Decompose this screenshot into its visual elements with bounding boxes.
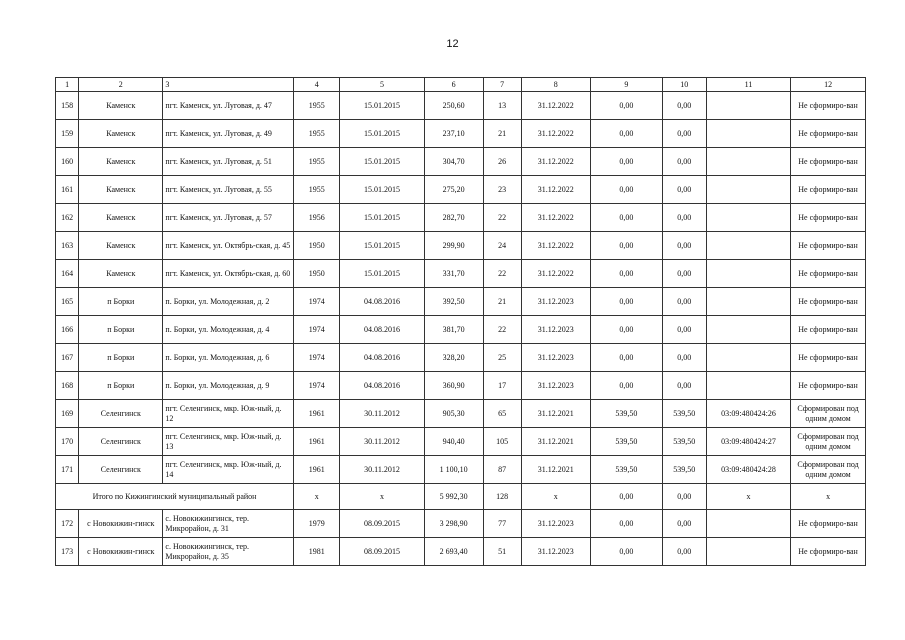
cell-settlement: Каменск <box>79 148 163 176</box>
cell-address: пгт. Селенгинск, мкр. Юж-ный, д. 12 <box>163 400 294 428</box>
cell-cadastral-number <box>706 344 790 372</box>
cell-deadline: 31.12.2023 <box>521 344 591 372</box>
table-row <box>56 538 866 566</box>
table-row <box>56 92 866 120</box>
cell-address: пгт. Селенгинск, мкр. Юж-ный, д. 14 <box>163 456 294 484</box>
cell-row-number: 1 <box>56 78 79 92</box>
cell-land-status: Сформирован под одним домом <box>791 400 866 428</box>
table-row <box>56 372 866 400</box>
cell-value-9: 539,50 <box>591 428 663 456</box>
cell-area: 905,30 <box>424 400 483 428</box>
cell-cadastral-number <box>706 288 790 316</box>
cell-cadastral-number: 11 <box>706 78 790 92</box>
cell-date: 08.09.2015 <box>340 510 424 538</box>
cell-residents: 13 <box>483 92 521 120</box>
cell-value-9: 0,00 <box>591 316 663 344</box>
cell-residents: 17 <box>483 372 521 400</box>
cell-deadline: 31.12.2022 <box>521 92 591 120</box>
cell-row-number: 173 <box>56 538 79 566</box>
cell-year-built: 1955 <box>294 148 340 176</box>
cell-date: 15.01.2015 <box>340 260 424 288</box>
cell-area: 331,70 <box>424 260 483 288</box>
table-row <box>56 120 866 148</box>
cell-residents: 22 <box>483 260 521 288</box>
cell-value-10: 0,00 <box>662 92 706 120</box>
cell-settlement: Каменск <box>79 120 163 148</box>
table-row <box>56 510 866 538</box>
cell-address: п. Борки, ул. Молодежная, д. 9 <box>163 372 294 400</box>
cell-deadline: 31.12.2023 <box>521 288 591 316</box>
cell-settlement: Каменск <box>79 204 163 232</box>
cell-settlement: 2 <box>79 78 163 92</box>
cell-cadastral-number <box>706 92 790 120</box>
cell-settlement: п Борки <box>79 372 163 400</box>
page-number: 12 <box>446 38 459 50</box>
cell-address: п. Борки, ул. Молодежная, д. 2 <box>163 288 294 316</box>
cell-year-built: 1974 <box>294 344 340 372</box>
cell-value-10: 0,00 <box>662 510 706 538</box>
cell-deadline: 31.12.2022 <box>521 232 591 260</box>
cell-area: 328,20 <box>424 344 483 372</box>
cell-row-number: 172 <box>56 510 79 538</box>
cell-value-9: 0,00 <box>591 288 663 316</box>
cell-value-9: 0,00 <box>591 120 663 148</box>
cell-land-status: Не сформиро-ван <box>791 92 866 120</box>
cell-area: 275,20 <box>424 176 483 204</box>
cell-area: 392,50 <box>424 288 483 316</box>
cell-area: 381,70 <box>424 316 483 344</box>
cell-settlement: Селенгинск <box>79 456 163 484</box>
cell-residents: 87 <box>483 456 521 484</box>
cell-value-10: 0,00 <box>662 148 706 176</box>
cell-deadline: 31.12.2023 <box>521 316 591 344</box>
cell-area: 6 <box>424 78 483 92</box>
table-row <box>56 288 866 316</box>
cell-year-built: 1950 <box>294 260 340 288</box>
cell-area: 299,90 <box>424 232 483 260</box>
cell-cadastral-number: 03:09:480424:27 <box>706 428 790 456</box>
cell-year-built: 1981 <box>294 538 340 566</box>
cell-value-9: 0,00 <box>591 344 663 372</box>
cell-address: пгт. Каменск, ул. Октябрь-ская, д. 45 <box>163 232 294 260</box>
cell-land-status: Не сформиро-ван <box>791 120 866 148</box>
cell-cadastral-number <box>706 538 790 566</box>
cell-land-status: Не сформиро-ван <box>791 288 866 316</box>
cell-year-built: 1955 <box>294 92 340 120</box>
total-row <box>56 484 866 510</box>
cell-address: пгт. Каменск, ул. Луговая, д. 49 <box>163 120 294 148</box>
cell-value-10: 0,00 <box>662 232 706 260</box>
total-cell-residents: 128 <box>483 484 521 510</box>
cell-cadastral-number <box>706 176 790 204</box>
total-cell-area: 5 992,30 <box>424 484 483 510</box>
total-cell-land-status: x <box>791 484 866 510</box>
cell-land-status: Не сформиро-ван <box>791 538 866 566</box>
cell-residents: 26 <box>483 148 521 176</box>
cell-year-built: 1950 <box>294 232 340 260</box>
table-row <box>56 316 866 344</box>
total-cell-value-9: 0,00 <box>591 484 663 510</box>
cell-residents: 7 <box>483 78 521 92</box>
cell-area: 2 693,40 <box>424 538 483 566</box>
cell-deadline: 31.12.2022 <box>521 120 591 148</box>
cell-address: пгт. Каменск, ул. Октябрь-ская, д. 60 <box>163 260 294 288</box>
cell-value-10: 0,00 <box>662 120 706 148</box>
table-row <box>56 400 866 428</box>
cell-land-status: Не сформиро-ван <box>791 372 866 400</box>
cell-year-built: 1974 <box>294 316 340 344</box>
cell-row-number: 163 <box>56 232 79 260</box>
cell-residents: 25 <box>483 344 521 372</box>
cell-row-number: 166 <box>56 316 79 344</box>
cell-deadline: 31.12.2021 <box>521 456 591 484</box>
cell-residents: 21 <box>483 288 521 316</box>
cell-address: 3 <box>163 78 294 92</box>
cell-date: 30.11.2012 <box>340 456 424 484</box>
cell-date: 04.08.2016 <box>340 288 424 316</box>
cell-row-number: 164 <box>56 260 79 288</box>
total-cell-date: x <box>340 484 424 510</box>
total-cell-cadastral-number: x <box>706 484 790 510</box>
cell-year-built: 1961 <box>294 456 340 484</box>
cell-cadastral-number <box>706 120 790 148</box>
cell-address: пгт. Селенгинск, мкр. Юж-ный, д. 13 <box>163 428 294 456</box>
cell-date: 15.01.2015 <box>340 92 424 120</box>
cell-address: пгт. Каменск, ул. Луговая, д. 51 <box>163 148 294 176</box>
cell-area: 940,40 <box>424 428 483 456</box>
cell-value-10: 539,50 <box>662 400 706 428</box>
cell-residents: 21 <box>483 120 521 148</box>
cell-cadastral-number <box>706 372 790 400</box>
cell-land-status: Не сформиро-ван <box>791 148 866 176</box>
cell-row-number: 168 <box>56 372 79 400</box>
cell-land-status: Не сформиро-ван <box>791 204 866 232</box>
cell-land-status: Сформирован под одним домом <box>791 456 866 484</box>
cell-cadastral-number <box>706 510 790 538</box>
cell-settlement: Каменск <box>79 232 163 260</box>
cell-value-9: 0,00 <box>591 176 663 204</box>
cell-row-number: 169 <box>56 400 79 428</box>
cell-address: пгт. Каменск, ул. Луговая, д. 55 <box>163 176 294 204</box>
cell-value-9: 0,00 <box>591 92 663 120</box>
cell-date: 30.11.2012 <box>340 428 424 456</box>
cell-value-9: 0,00 <box>591 510 663 538</box>
total-cell-deadline: x <box>521 484 591 510</box>
cell-settlement: п Борки <box>79 344 163 372</box>
cell-area: 237,10 <box>424 120 483 148</box>
cell-cadastral-number: 03:09:480424:26 <box>706 400 790 428</box>
cell-value-10: 0,00 <box>662 260 706 288</box>
cell-deadline: 31.12.2022 <box>521 148 591 176</box>
cell-row-number: 158 <box>56 92 79 120</box>
cell-settlement: п Борки <box>79 316 163 344</box>
cell-residents: 22 <box>483 316 521 344</box>
cell-value-9: 0,00 <box>591 538 663 566</box>
cell-settlement: Селенгинск <box>79 428 163 456</box>
cell-address: п. Борки, ул. Молодежная, д. 6 <box>163 344 294 372</box>
cell-date: 15.01.2015 <box>340 204 424 232</box>
cell-deadline: 31.12.2021 <box>521 400 591 428</box>
cell-deadline: 31.12.2023 <box>521 510 591 538</box>
housing-register-table <box>55 77 866 566</box>
cell-land-status: Не сформиро-ван <box>791 232 866 260</box>
cell-residents: 22 <box>483 204 521 232</box>
cell-residents: 105 <box>483 428 521 456</box>
cell-deadline: 31.12.2021 <box>521 428 591 456</box>
cell-cadastral-number <box>706 260 790 288</box>
cell-year-built: 1974 <box>294 288 340 316</box>
cell-residents: 77 <box>483 510 521 538</box>
cell-date: 15.01.2015 <box>340 176 424 204</box>
cell-value-9: 0,00 <box>591 232 663 260</box>
cell-cadastral-number: 03:09:480424:28 <box>706 456 790 484</box>
total-cell-value-10: 0,00 <box>662 484 706 510</box>
cell-row-number: 167 <box>56 344 79 372</box>
cell-cadastral-number <box>706 204 790 232</box>
cell-year-built: 1955 <box>294 120 340 148</box>
cell-deadline: 8 <box>521 78 591 92</box>
cell-value-9: 0,00 <box>591 372 663 400</box>
cell-address: пгт. Каменск, ул. Луговая, д. 57 <box>163 204 294 232</box>
cell-area: 360,90 <box>424 372 483 400</box>
cell-address: п. Борки, ул. Молодежная, д. 4 <box>163 316 294 344</box>
total-label: Итого по Кижингинский муниципальный район <box>56 484 294 510</box>
cell-value-10: 539,50 <box>662 428 706 456</box>
cell-value-10: 0,00 <box>662 372 706 400</box>
cell-year-built: 1961 <box>294 400 340 428</box>
cell-settlement: Каменск <box>79 260 163 288</box>
table-row <box>56 456 866 484</box>
cell-row-number: 170 <box>56 428 79 456</box>
cell-land-status: 12 <box>791 78 866 92</box>
table-row <box>56 176 866 204</box>
cell-value-9: 0,00 <box>591 148 663 176</box>
cell-value-10: 0,00 <box>662 288 706 316</box>
table-row <box>56 260 866 288</box>
cell-settlement: Каменск <box>79 176 163 204</box>
cell-cadastral-number <box>706 148 790 176</box>
cell-land-status: Не сформиро-ван <box>791 316 866 344</box>
cell-area: 250,60 <box>424 92 483 120</box>
cell-area: 1 100,10 <box>424 456 483 484</box>
cell-date: 5 <box>340 78 424 92</box>
cell-year-built: 1956 <box>294 204 340 232</box>
cell-date: 04.08.2016 <box>340 372 424 400</box>
cell-land-status: Не сформиро-ван <box>791 260 866 288</box>
cell-date: 30.11.2012 <box>340 400 424 428</box>
total-cell-year-built: x <box>294 484 340 510</box>
cell-deadline: 31.12.2023 <box>521 372 591 400</box>
table-body <box>56 78 866 566</box>
cell-settlement: п Борки <box>79 288 163 316</box>
cell-area: 304,70 <box>424 148 483 176</box>
cell-residents: 24 <box>483 232 521 260</box>
cell-row-number: 161 <box>56 176 79 204</box>
cell-cadastral-number <box>706 232 790 260</box>
cell-year-built: 1974 <box>294 372 340 400</box>
cell-land-status: Не сформиро-ван <box>791 510 866 538</box>
cell-settlement: Каменск <box>79 92 163 120</box>
cell-year-built: 1955 <box>294 176 340 204</box>
cell-value-10: 0,00 <box>662 344 706 372</box>
cell-deadline: 31.12.2023 <box>521 538 591 566</box>
cell-date: 15.01.2015 <box>340 232 424 260</box>
cell-settlement: с Новокижин-гинск <box>79 538 163 566</box>
table-row <box>56 344 866 372</box>
cell-settlement: с Новокижин-гинск <box>79 510 163 538</box>
cell-row-number: 171 <box>56 456 79 484</box>
cell-land-status: Сформирован под одним домом <box>791 428 866 456</box>
cell-area: 282,70 <box>424 204 483 232</box>
cell-residents: 23 <box>483 176 521 204</box>
cell-deadline: 31.12.2022 <box>521 204 591 232</box>
cell-deadline: 31.12.2022 <box>521 176 591 204</box>
cell-date: 15.01.2015 <box>340 120 424 148</box>
cell-date: 04.08.2016 <box>340 316 424 344</box>
table-row <box>56 204 866 232</box>
cell-row-number: 165 <box>56 288 79 316</box>
cell-value-10: 0,00 <box>662 316 706 344</box>
cell-land-status: Не сформиро-ван <box>791 344 866 372</box>
cell-value-10: 10 <box>662 78 706 92</box>
cell-address: с. Новокижингинск, тер. Микрорайон, д. 35 <box>163 538 294 566</box>
cell-row-number: 162 <box>56 204 79 232</box>
cell-date: 15.01.2015 <box>340 148 424 176</box>
cell-value-9: 539,50 <box>591 400 663 428</box>
header-row <box>56 78 866 92</box>
table-row <box>56 148 866 176</box>
cell-area: 3 298,90 <box>424 510 483 538</box>
cell-residents: 65 <box>483 400 521 428</box>
cell-value-10: 0,00 <box>662 538 706 566</box>
cell-row-number: 160 <box>56 148 79 176</box>
cell-value-9: 0,00 <box>591 204 663 232</box>
cell-residents: 51 <box>483 538 521 566</box>
cell-address: пгт. Каменск, ул. Луговая, д. 47 <box>163 92 294 120</box>
cell-value-9: 9 <box>591 78 663 92</box>
cell-date: 08.09.2015 <box>340 538 424 566</box>
cell-row-number: 159 <box>56 120 79 148</box>
cell-value-9: 539,50 <box>591 456 663 484</box>
cell-year-built: 1979 <box>294 510 340 538</box>
cell-value-9: 0,00 <box>591 260 663 288</box>
cell-value-10: 0,00 <box>662 204 706 232</box>
cell-date: 04.08.2016 <box>340 344 424 372</box>
cell-deadline: 31.12.2022 <box>521 260 591 288</box>
cell-year-built: 1961 <box>294 428 340 456</box>
table-row <box>56 232 866 260</box>
cell-value-10: 0,00 <box>662 176 706 204</box>
cell-value-10: 539,50 <box>662 456 706 484</box>
cell-land-status: Не сформиро-ван <box>791 176 866 204</box>
cell-cadastral-number <box>706 316 790 344</box>
cell-year-built: 4 <box>294 78 340 92</box>
cell-address: с. Новокижингинск, тер. Микрорайон, д. 31 <box>163 510 294 538</box>
cell-settlement: Селенгинск <box>79 400 163 428</box>
table-row <box>56 428 866 456</box>
